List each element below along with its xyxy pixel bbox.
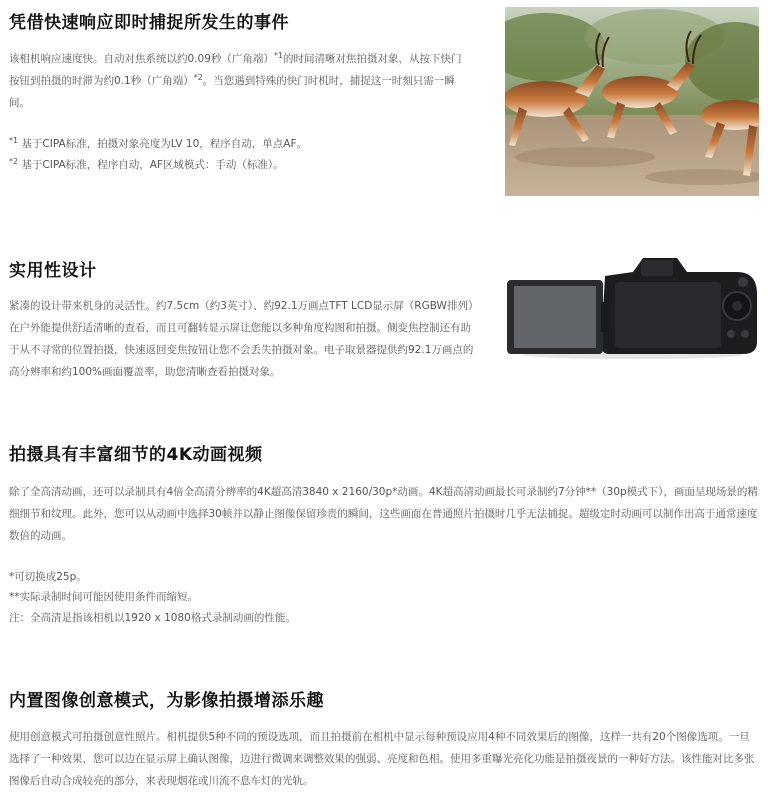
footnote-text-2: 基于CIPA标准，程序自动，AF区域模式：手动（标准）。 bbox=[18, 159, 284, 171]
footnote-text-1: 基于CIPA标准，拍摄对象亮度为LV 10，程序自动，单点AF。 bbox=[18, 138, 308, 150]
section-body-4k-video: 除了全高清动画，还可以录制具有4倍全高清分辨率的4K超高清3840 x 2160/30p*动画。4K超高清动画最长可录制约7分钟**（30p模式下），画面呈现场景的精细细节和纹理。此外，您可以从动画中选择30帧并以静止图像保留珍贵的瞬间，这些画面在普通照片拍摄时几乎无法捕捉。超级定时动画可以制作出高于通常速度数倍的动画。 bbox=[9, 486, 758, 542]
footnote-1 bbox=[9, 134, 307, 154]
section-body-practical-design: 紧凑的设计带来机身的灵活性。约7.5cm（约3英寸）、约92.1万画点TFT LCD显示屏（RGBW排列）在户外能提供舒适清晰的查看，而且可翻转显示屏让您能以多种角度构图和拍摄。侧变焦控制还有助于从不寻常的位置拍摄，快速返回变焦按钮让您不会丢失拍摄对象。电子取景器提供约92.1万画点的高分辨率和约100%画面覆盖率，助您清晰查看拍摄对象。 bbox=[9, 300, 474, 378]
footnote-2 bbox=[9, 155, 284, 175]
impala-photo bbox=[505, 7, 759, 196]
body-text-part: 该相机响应速度快。自动对焦系统以约0.09秒（广角端） bbox=[9, 53, 274, 65]
section-body-fast-response bbox=[9, 48, 471, 114]
note-recording-time: **实际录制时间可能因使用条件而缩短。 bbox=[9, 591, 198, 603]
section-title-creative-mode: 内置图像创意模式，为影像拍摄增添乐趣 bbox=[9, 691, 324, 711]
body-text-part: 的时间清晰对焦拍摄对象，从按下快门按钮到拍摄的时滞为约0.1秒（广角端） bbox=[9, 53, 462, 87]
body-text-part: 。当您遇到特殊的快门时机时，捕捉这一时刻只需一瞬间。 bbox=[9, 75, 455, 109]
footnote-ref-1: *1 bbox=[273, 51, 283, 60]
section-title-practical-design: 实用性设计 bbox=[9, 261, 97, 281]
section-title-4k-video: 拍摄具有丰富细节的4K动画视频 bbox=[9, 445, 263, 465]
footnote-mark-2: *2 bbox=[9, 157, 19, 166]
footnote-ref-2: *2 bbox=[193, 73, 203, 82]
note-full-hd: 注：全高清是指该相机以1920 x 1080格式录制动画的性能。 bbox=[9, 612, 296, 624]
camera-illustration bbox=[505, 254, 759, 360]
impala-illustration bbox=[505, 7, 759, 196]
section-body-creative-mode: 使用创意模式可拍摄创意性照片。相机提供5种不同的预设选项，而且拍摄前在相机中显示每种预设应用4种不同效果后的图像，这样一共有20个图像选项。一旦选择了一种效果，您可以边在显示屏上确认图像，边进行微调来调整效果的强弱、亮度和色相。使用多重曝光亮化功能是拍摄夜景的一种好方法。该性能对比多张图像后自动合成较亮的部分，来表现烟花或川流不息车灯的光轨。 bbox=[9, 731, 755, 787]
note-frame-rate: *可切换成25p。 bbox=[9, 571, 87, 583]
footnote-mark-1: *1 bbox=[9, 136, 19, 145]
section-title-fast-response: 凭借快速响应即时捕捉所发生的事件 bbox=[9, 13, 289, 33]
camera-photo bbox=[505, 254, 759, 360]
